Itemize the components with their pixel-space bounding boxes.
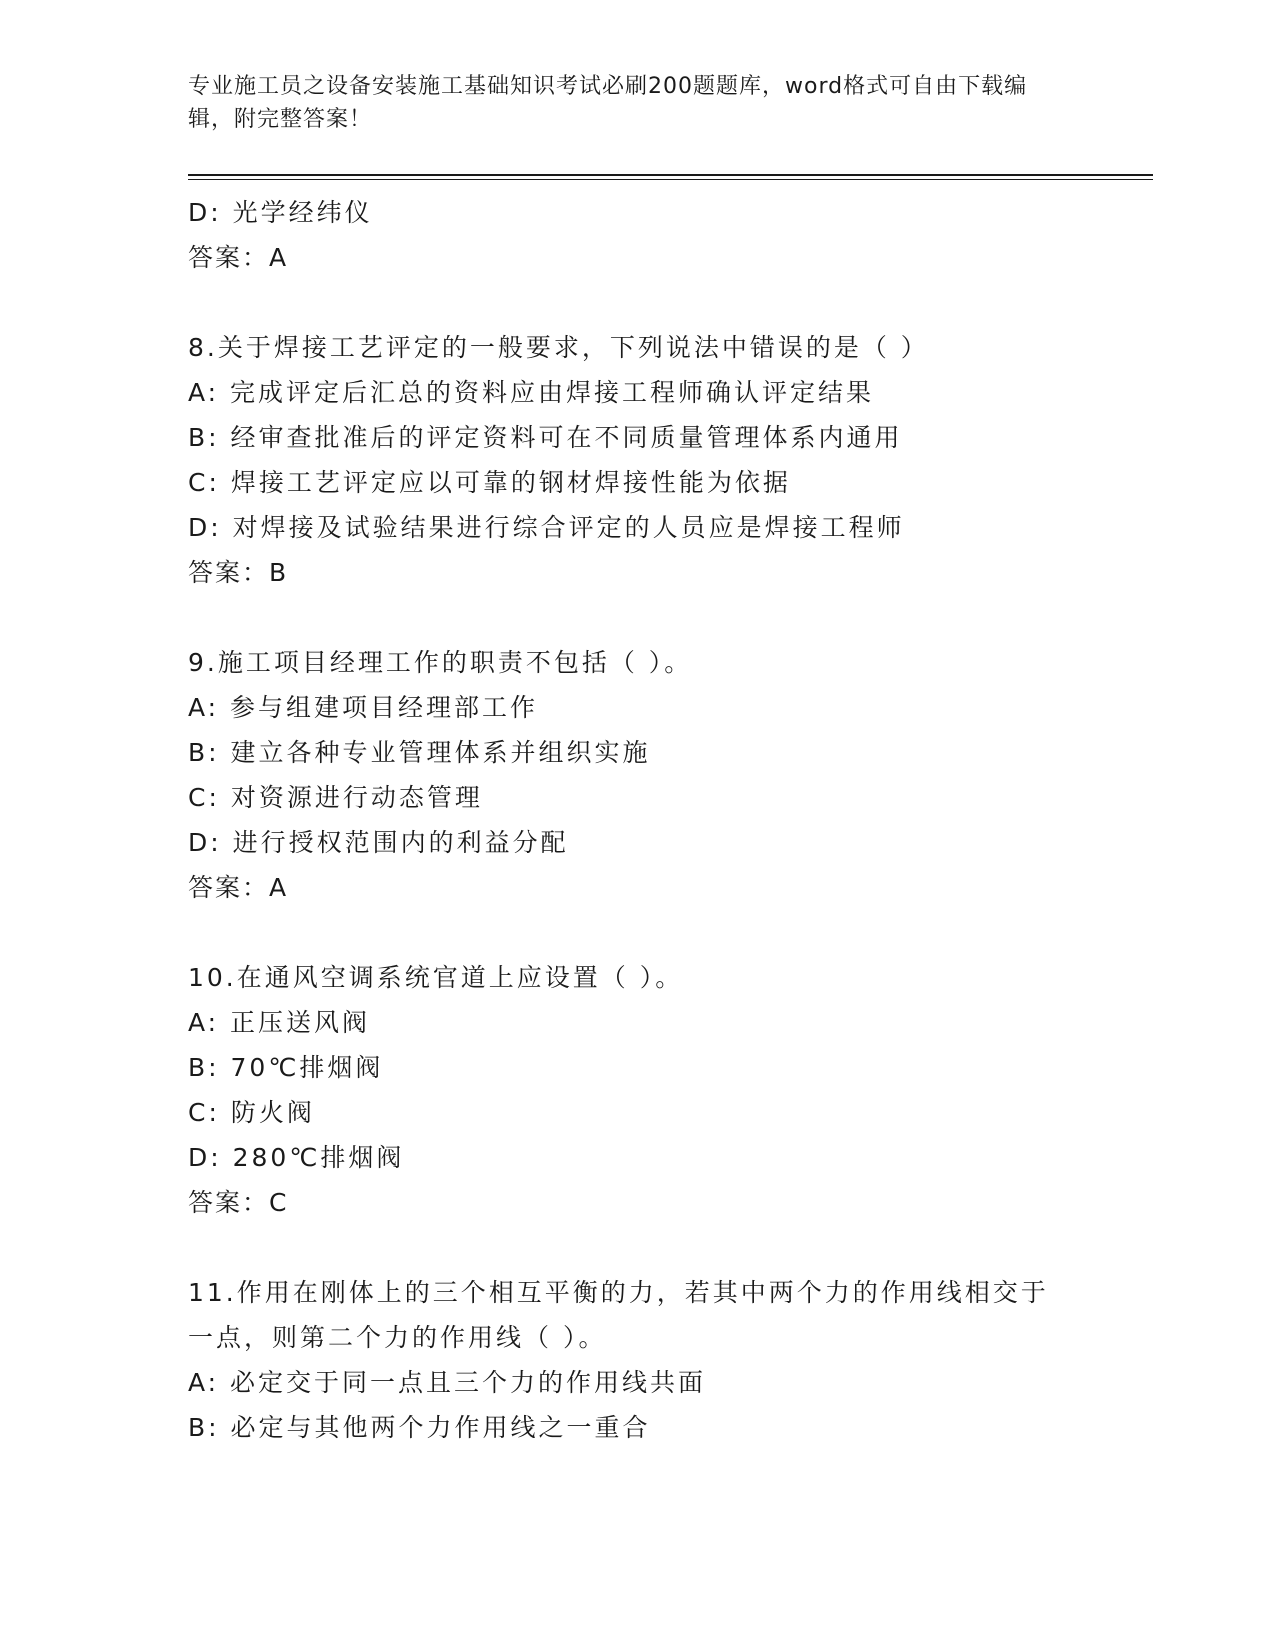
question-8-option-b: B: 经审查批准后的评定资料可在不同质量管理体系内通用 <box>188 423 903 452</box>
answer-label: 答案：A <box>188 243 289 272</box>
spacer <box>188 1225 1153 1270</box>
question-11-text: 11.作用在刚体上的三个相互平衡的力，若其中两个力的作用线相交于一点，则第二个力的作用线（ ）。 <box>188 1278 1049 1352</box>
spacer <box>188 595 1153 640</box>
question-9-text: 9.施工项目经理工作的职责不包括（ ）。 <box>188 648 693 677</box>
question-8-answer: 答案：B <box>188 558 289 587</box>
question-9-answer: 答案：A <box>188 873 289 902</box>
question-10-option-a: A: 正压送风阀 <box>188 1008 371 1037</box>
document-header-title: 专业施工员之设备安装施工基础知识考试必刷200题题库，word格式可自由下载编辑，附完整答案！ <box>188 74 1028 132</box>
question-9-option-c: C: 对资源进行动态管理 <box>188 783 483 812</box>
question-8-option-d: D: 对焊接及试验结果进行综合评定的人员应是焊接工程师 <box>188 513 905 542</box>
document-page <box>188 70 1153 1450</box>
spacer <box>188 280 1153 325</box>
question-list <box>188 190 1153 1450</box>
question-11-option-a: A: 必定交于同一点且三个力的作用线共面 <box>188 1368 707 1397</box>
question-10-option-d: D: 280℃排烟阀 <box>188 1143 405 1172</box>
question-10-text: 10.在通风空调系统官道上应设置（ ）。 <box>188 963 684 992</box>
question-8-text: 8.关于焊接工艺评定的一般要求，下列说法中错误的是（ ） <box>188 333 929 362</box>
question-10-answer: 答案：C <box>188 1188 289 1217</box>
question-10-option-b: B: 70℃排烟阀 <box>188 1053 384 1082</box>
question-10-option-c: C: 防火阀 <box>188 1098 315 1127</box>
question-8-option-c: C: 焊接工艺评定应以可靠的钢材焊接性能为依据 <box>188 468 791 497</box>
header-divider <box>188 174 1153 180</box>
question-11-option-b: B: 必定与其他两个力作用线之一重合 <box>188 1413 651 1442</box>
question-9-option-a: A: 参与组建项目经理部工作 <box>188 693 539 722</box>
question-9-option-d: D: 进行授权范围内的利益分配 <box>188 828 569 857</box>
question-8-option-a: A: 完成评定后汇总的资料应由焊接工程师确认评定结果 <box>188 378 875 407</box>
spacer <box>188 910 1153 955</box>
option-d: D: 光学经纬仪 <box>188 198 373 227</box>
question-9-option-b: B: 建立各种专业管理体系并组织实施 <box>188 738 651 767</box>
